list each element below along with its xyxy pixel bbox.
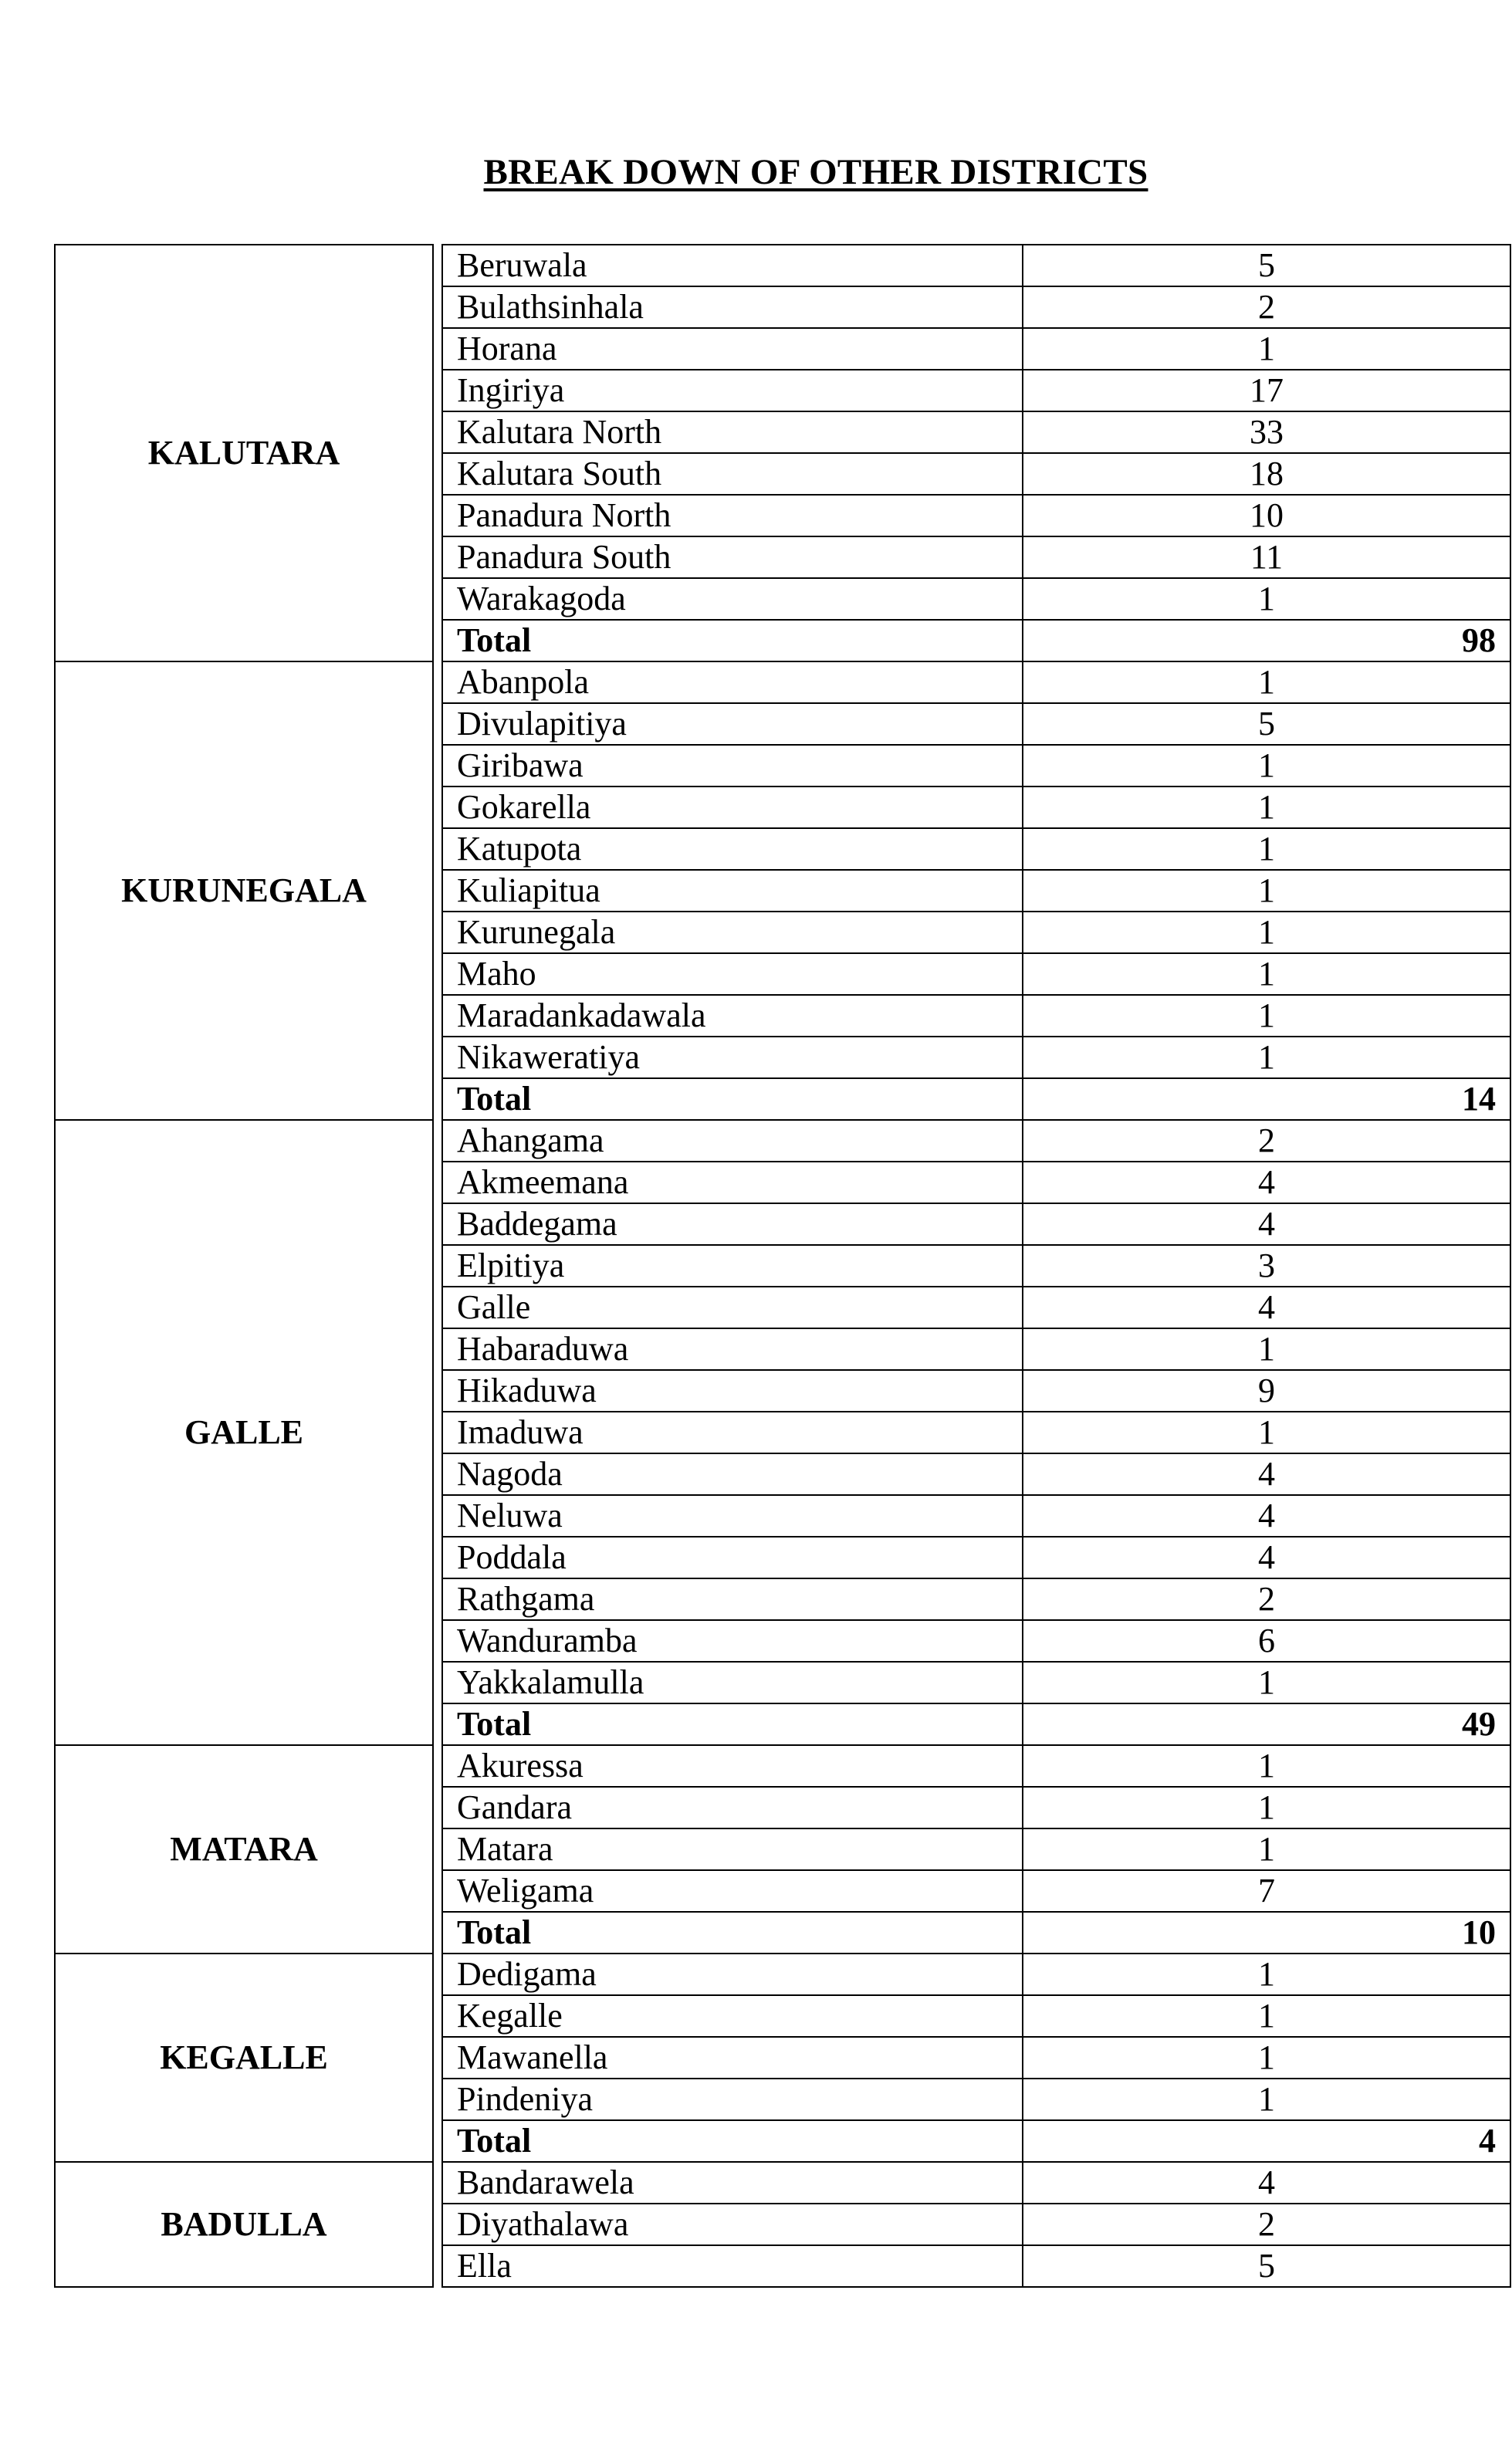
- area-count: 7: [1023, 1870, 1510, 1912]
- area-count: 1: [1023, 1954, 1510, 1995]
- area-name: Panadura North: [442, 495, 1023, 536]
- area-name: Maho: [442, 953, 1023, 995]
- area-count: 2: [1023, 2204, 1510, 2245]
- area-count: 4: [1023, 1453, 1510, 1495]
- total-label: Total: [442, 1078, 1023, 1120]
- area-name: Poddala: [442, 1537, 1023, 1578]
- area-name: Diyathalawa: [442, 2204, 1023, 2245]
- area-count: 4: [1023, 1203, 1510, 1245]
- area-count: 1: [1023, 912, 1510, 953]
- area-count: 5: [1023, 245, 1510, 286]
- area-name: Gandara: [442, 1787, 1023, 1828]
- area-name: Gokarella: [442, 787, 1023, 828]
- area-count: 4: [1023, 1537, 1510, 1578]
- area-name: Akmeemana: [442, 1162, 1023, 1203]
- area-name: Maradankadawala: [442, 995, 1023, 1037]
- area-count: 1: [1023, 1412, 1510, 1453]
- area-name: Kalutara North: [442, 411, 1023, 453]
- area-count: 17: [1023, 370, 1510, 411]
- area-count: 4: [1023, 2162, 1510, 2204]
- table-row: [55, 661, 1510, 703]
- column-gap: [433, 1954, 442, 2162]
- area-count: 1: [1023, 1328, 1510, 1370]
- district-total: 10: [1023, 1912, 1510, 1954]
- area-count: 1: [1023, 1745, 1510, 1787]
- area-count: 1: [1023, 953, 1510, 995]
- area-count: 1: [1023, 828, 1510, 870]
- area-count: 1: [1023, 328, 1510, 370]
- total-label: Total: [442, 620, 1023, 661]
- area-name: Kalutara South: [442, 453, 1023, 495]
- area-count: 33: [1023, 411, 1510, 453]
- area-name: Ahangama: [442, 1120, 1023, 1162]
- table-row: [55, 1120, 1510, 1162]
- area-name: Rathgama: [442, 1578, 1023, 1620]
- area-count: 18: [1023, 453, 1510, 495]
- area-count: 1: [1023, 745, 1510, 787]
- column-gap: [433, 1120, 442, 1745]
- area-name: Kegalle: [442, 1995, 1023, 2037]
- district-total: 14: [1023, 1078, 1510, 1120]
- column-gap: [433, 245, 442, 661]
- area-count: 10: [1023, 495, 1510, 536]
- district-name: BADULLA: [55, 2162, 433, 2287]
- area-count: 1: [1023, 2037, 1510, 2079]
- total-label: Total: [442, 2120, 1023, 2162]
- area-name: Katupota: [442, 828, 1023, 870]
- district-name: KALUTARA: [55, 245, 433, 661]
- area-name: Warakagoda: [442, 578, 1023, 620]
- area-count: 6: [1023, 1620, 1510, 1662]
- area-count: 1: [1023, 661, 1510, 703]
- area-name: Bandarawela: [442, 2162, 1023, 2204]
- area-name: Hikaduwa: [442, 1370, 1023, 1412]
- table-row: [55, 1745, 1510, 1787]
- area-count: 11: [1023, 536, 1510, 578]
- area-name: Horana: [442, 328, 1023, 370]
- area-count: 1: [1023, 1662, 1510, 1703]
- table-row: [55, 1954, 1510, 1995]
- column-gap: [433, 2162, 442, 2287]
- area-name: Nagoda: [442, 1453, 1023, 1495]
- area-name: Pindeniya: [442, 2079, 1023, 2120]
- area-name: Divulapitiya: [442, 703, 1023, 745]
- area-count: 5: [1023, 703, 1510, 745]
- area-count: 4: [1023, 1495, 1510, 1537]
- area-name: Giribawa: [442, 745, 1023, 787]
- area-name: Ingiriya: [442, 370, 1023, 411]
- area-count: 2: [1023, 1578, 1510, 1620]
- area-count: 2: [1023, 1120, 1510, 1162]
- area-name: Galle: [442, 1287, 1023, 1328]
- district-name: KURUNEGALA: [55, 661, 433, 1120]
- district-name: GALLE: [55, 1120, 433, 1745]
- area-count: 1: [1023, 1037, 1510, 1078]
- district-total: 49: [1023, 1703, 1510, 1745]
- total-label: Total: [442, 1912, 1023, 1954]
- area-count: 4: [1023, 1162, 1510, 1203]
- area-name: Dedigama: [442, 1954, 1023, 1995]
- area-count: 9: [1023, 1370, 1510, 1412]
- area-name: Beruwala: [442, 245, 1023, 286]
- area-name: Matara: [442, 1828, 1023, 1870]
- area-name: Panadura South: [442, 536, 1023, 578]
- district-breakdown-table: [54, 244, 1511, 2288]
- area-name: Kurunegala: [442, 912, 1023, 953]
- area-name: Bulathsinhala: [442, 286, 1023, 328]
- area-name: Abanpola: [442, 661, 1023, 703]
- area-name: Mawanella: [442, 2037, 1023, 2079]
- area-count: 1: [1023, 1828, 1510, 1870]
- area-name: Kuliapitua: [442, 870, 1023, 912]
- area-name: Imaduwa: [442, 1412, 1023, 1453]
- area-name: Neluwa: [442, 1495, 1023, 1537]
- district-total: 98: [1023, 620, 1510, 661]
- area-name: Wanduramba: [442, 1620, 1023, 1662]
- area-name: Elpitiya: [442, 1245, 1023, 1287]
- area-name: Weligama: [442, 1870, 1023, 1912]
- district-name: MATARA: [55, 1745, 433, 1954]
- area-count: 1: [1023, 2079, 1510, 2120]
- area-count: 5: [1023, 2245, 1510, 2287]
- area-name: Akuressa: [442, 1745, 1023, 1787]
- page-title: BREAK DOWN OF OTHER DISTRICTS: [483, 152, 1148, 192]
- area-count: 1: [1023, 870, 1510, 912]
- area-count: 1: [1023, 995, 1510, 1037]
- area-name: Ella: [442, 2245, 1023, 2287]
- area-name: Yakkalamulla: [442, 1662, 1023, 1703]
- district-name: KEGALLE: [55, 1954, 433, 2162]
- area-count: 3: [1023, 1245, 1510, 1287]
- table-row: [55, 245, 1510, 286]
- area-name: Habaraduwa: [442, 1328, 1023, 1370]
- area-name: Baddegama: [442, 1203, 1023, 1245]
- table-row: [55, 2162, 1510, 2204]
- area-count: 1: [1023, 578, 1510, 620]
- area-count: 4: [1023, 1287, 1510, 1328]
- column-gap: [433, 661, 442, 1120]
- total-label: Total: [442, 1703, 1023, 1745]
- column-gap: [433, 1745, 442, 1954]
- area-name: Nikaweratiya: [442, 1037, 1023, 1078]
- area-count: 1: [1023, 787, 1510, 828]
- area-count: 2: [1023, 286, 1510, 328]
- district-total: 4: [1023, 2120, 1510, 2162]
- area-count: 1: [1023, 1787, 1510, 1828]
- area-count: 1: [1023, 1995, 1510, 2037]
